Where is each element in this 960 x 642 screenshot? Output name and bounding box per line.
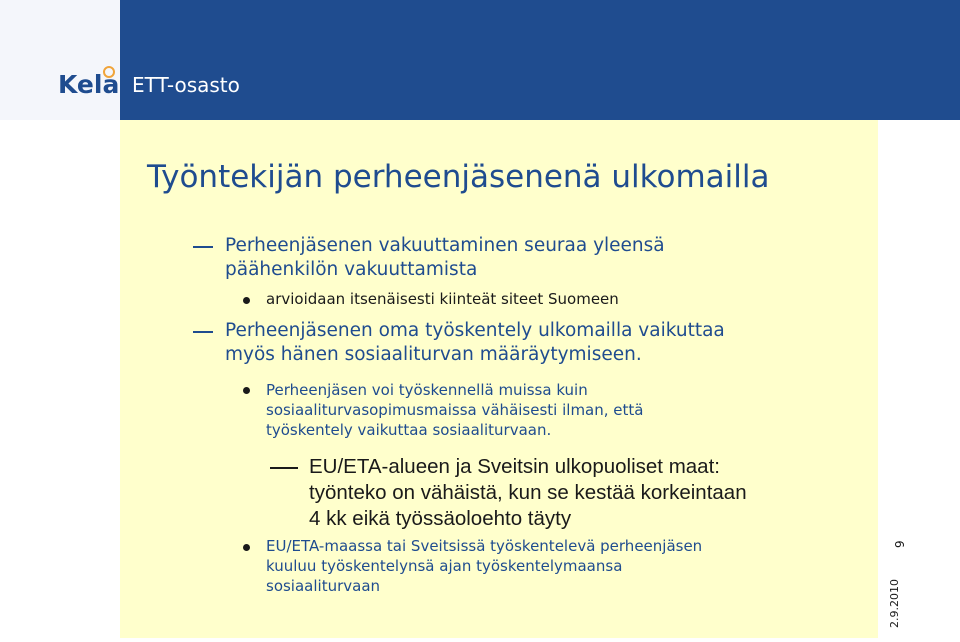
bullet-text: arvioidaan itsenäisesti kiinteät siteet Suomeen (266, 290, 619, 308)
slide-title: Työntekijän perheenjäsenenä ulkomailla (147, 159, 770, 195)
slide-date: 2.9.2010 (888, 579, 901, 628)
bullet-icon (243, 297, 250, 304)
sub-item-text: EU/ETA-alueen ja Sveitsin ulkopuoliset maat: työnteko on vähäistä, kun se kestää korkeintaan 4 kk eikä työssäoloehto täyty (309, 455, 747, 530)
list-item: Perheenjäsenen oma työskentely ulkomailla vaikuttaa myös hänen sosiaaliturvan määräytymiseen. (225, 320, 725, 365)
header-bar (120, 0, 960, 120)
logo-area (0, 0, 120, 120)
bullet-text: Perheenjäsen voi työskennellä muissa kuin sosiaaliturvasopimusmaissa vähäisesti ilman, että työskentely vaikuttaa sosiaaliturvaan. (266, 381, 644, 439)
logo-badge-icon (103, 66, 115, 78)
kela-logo: Kela (58, 70, 120, 99)
dash-marker (193, 331, 213, 333)
section-title: ETT-osasto (132, 73, 240, 97)
bullet-icon (243, 387, 250, 394)
bullet-text: EU/ETA-maassa tai Sveitsissä työskentelevä perheenjäsen kuuluu työskentelynsä ajan työskentelymaansa sosiaaliturvaan (266, 537, 703, 595)
bullet-icon (243, 544, 250, 551)
side-strip (878, 120, 960, 642)
page-number: 9 (893, 540, 907, 548)
sub-dash-marker (270, 467, 298, 469)
dash-marker (193, 246, 213, 248)
list-item: Perheenjäsenen vakuuttaminen seuraa yleensä päähenkilön vakuuttamista (225, 235, 665, 280)
